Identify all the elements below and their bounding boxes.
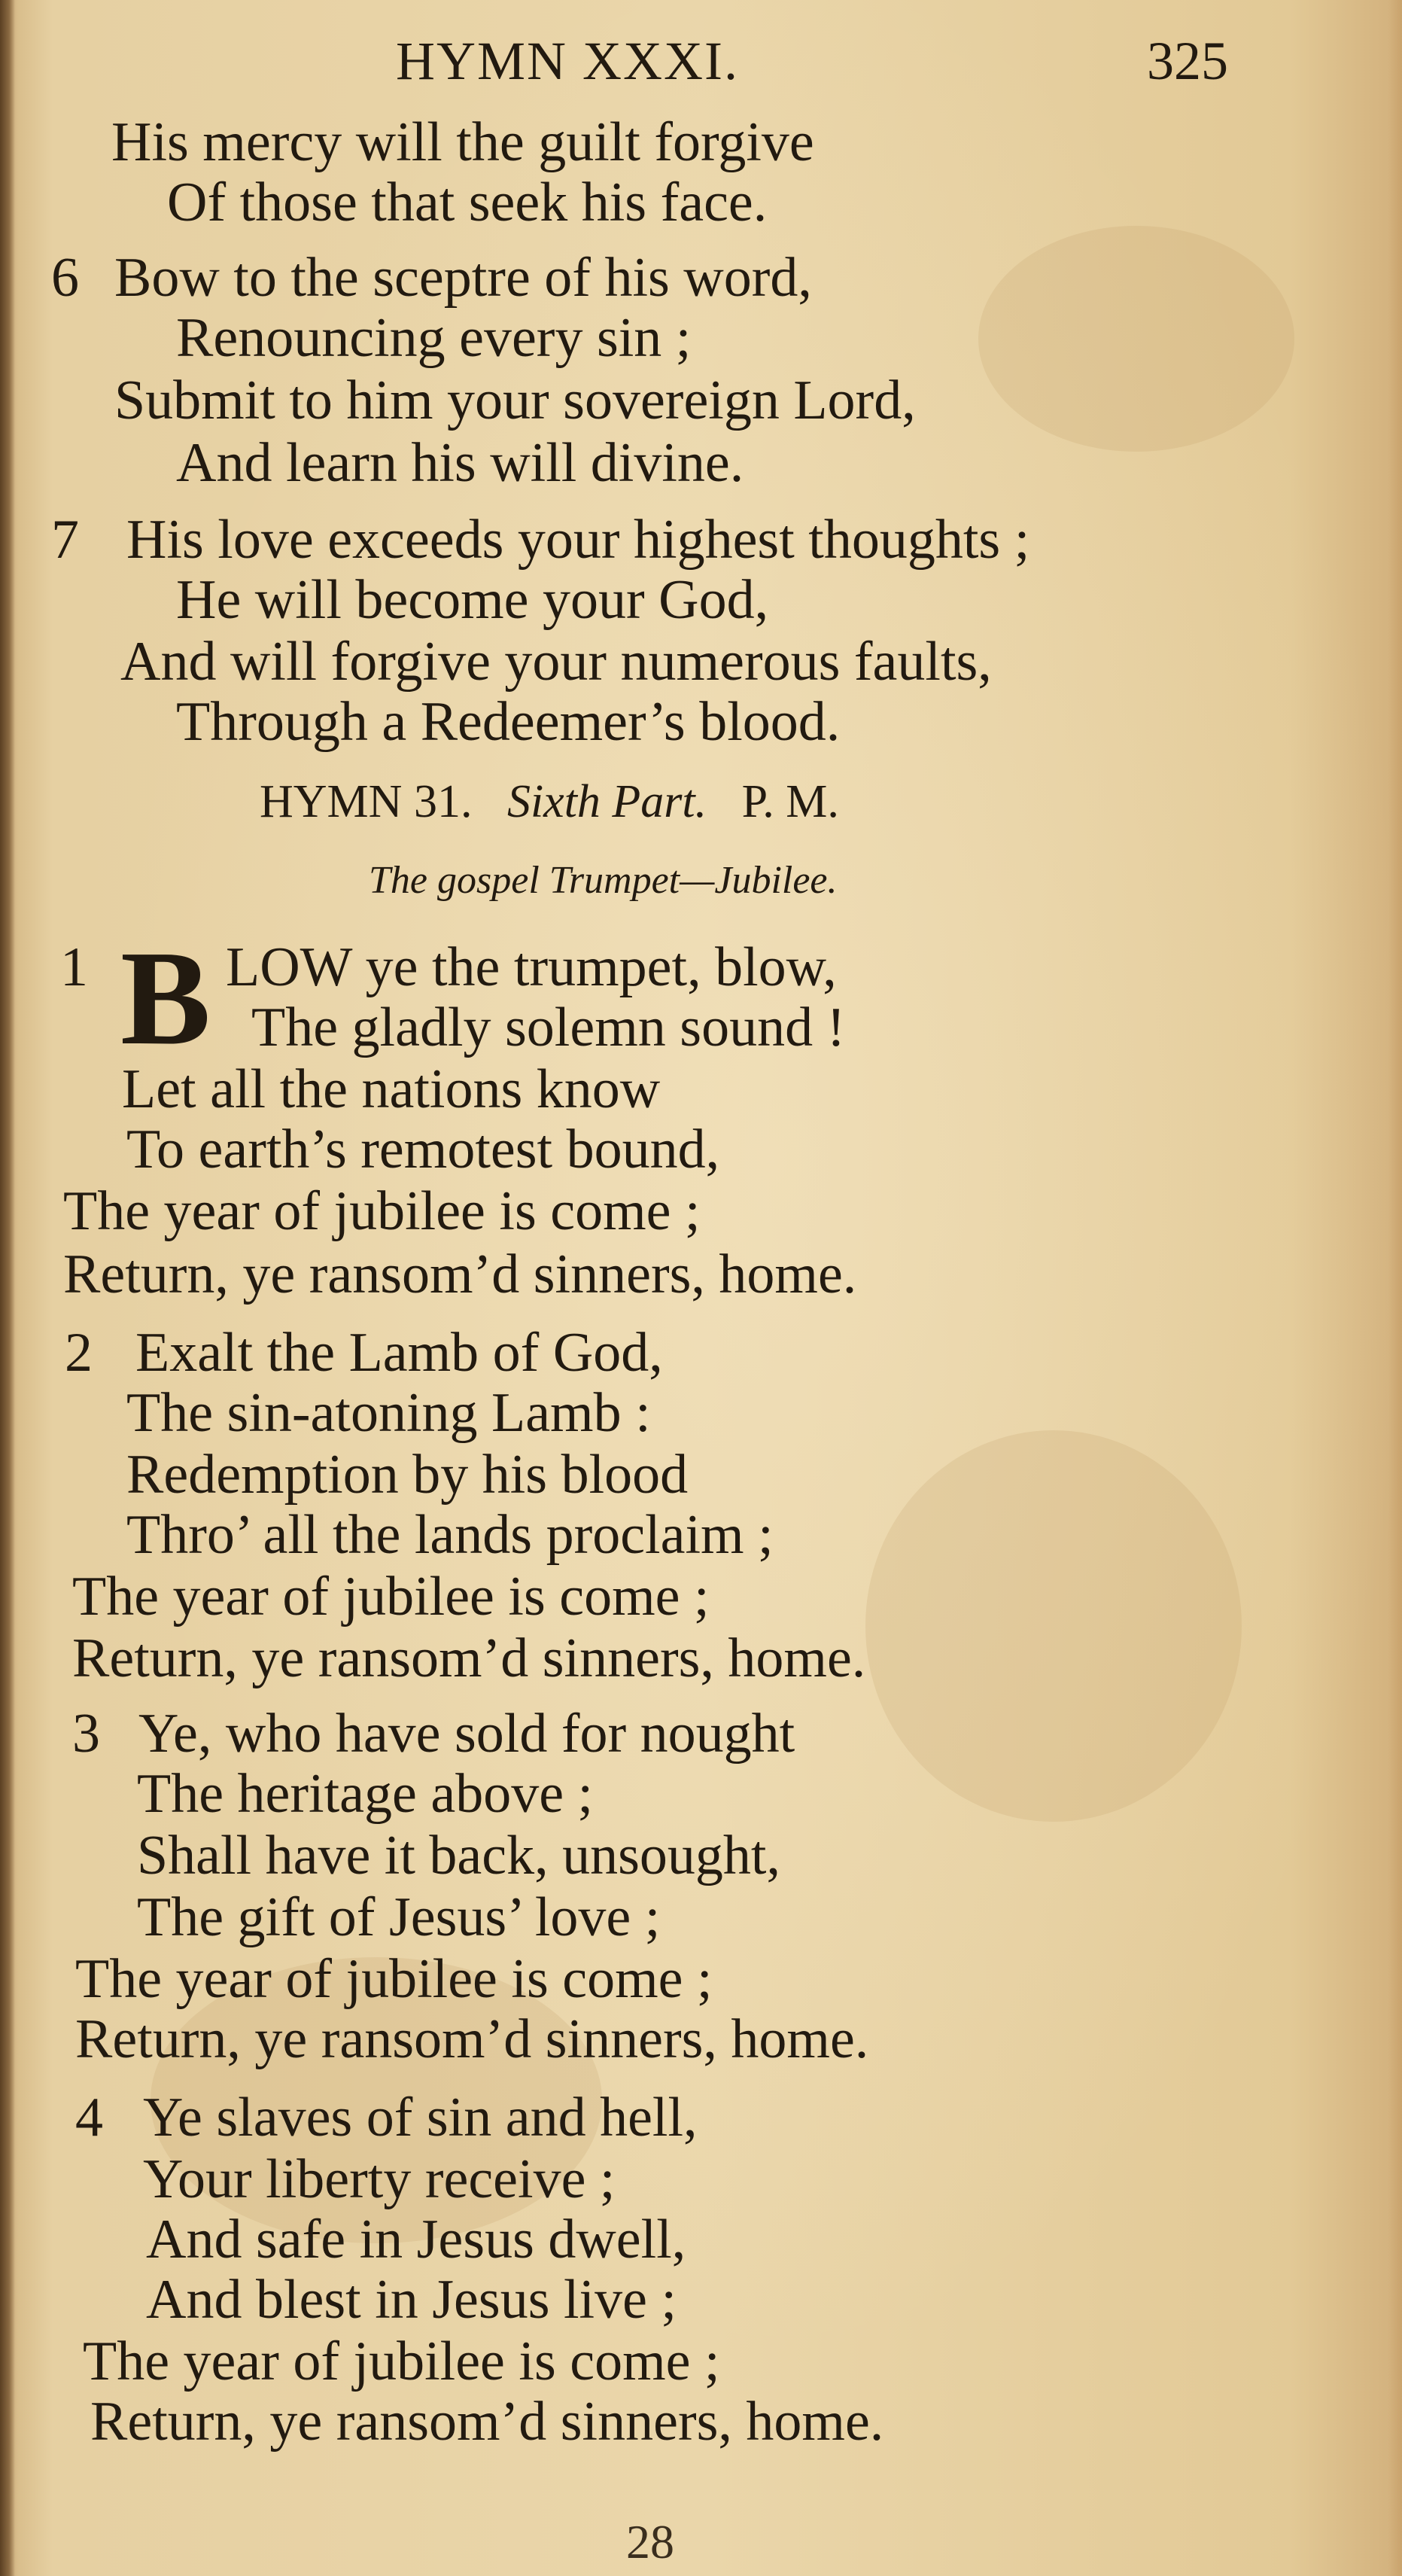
verse-number: 6 xyxy=(51,247,79,309)
verse-line: And will forgive your numerous faults, xyxy=(120,631,992,693)
verse-line: He will become your God, xyxy=(176,569,769,631)
verse-line: And safe in Jesus dwell, xyxy=(146,2209,686,2270)
paper-stain xyxy=(865,1430,1242,1822)
verse-line: The heritage above ; xyxy=(137,1763,594,1825)
hymn-subtitle: The gospel Trumpet—Jubilee. xyxy=(369,859,838,902)
verse-number: 2 xyxy=(65,1322,93,1384)
verse-line: Exalt the Lamb of God, xyxy=(135,1322,663,1384)
paper-stain xyxy=(978,226,1294,452)
verse-line: Through a Redeemer’s blood. xyxy=(176,691,841,753)
verse-line: To earth’s remotest bound, xyxy=(126,1119,720,1180)
verse-line: The year of jubilee is come ; xyxy=(72,1566,710,1628)
verse-line: Of those that seek his face. xyxy=(167,172,768,233)
verse-line: The year of jubilee is come ; xyxy=(83,2331,720,2392)
verse-line: His mercy will the guilt forgive xyxy=(111,111,814,173)
verse-number: 1 xyxy=(60,936,88,998)
hymn-number: HYMN 31. xyxy=(260,776,473,827)
verse-line: Let all the nations know xyxy=(122,1058,661,1120)
verse-line: Return, ye ransom’d sinners, home. xyxy=(75,2008,869,2070)
verse-line: Return, ye ransom’d sinners, home. xyxy=(72,1628,866,1689)
verse-line: Your liberty receive ; xyxy=(143,2148,616,2210)
page-gutter-shadow xyxy=(0,0,15,2576)
verse-line: Renouncing every sin ; xyxy=(176,307,692,369)
page-number: 325 xyxy=(1147,31,1228,91)
verse-line: LOW ye the trumpet, blow, xyxy=(226,936,837,998)
signature-mark: 28 xyxy=(626,2515,674,2568)
hymn-part: Sixth Part. xyxy=(506,776,707,827)
verse-line: Submit to him your sovereign Lord, xyxy=(114,370,916,431)
verse-number: 4 xyxy=(75,2087,103,2148)
verse-line: Ye slaves of sin and hell, xyxy=(143,2087,698,2148)
running-header-title: HYMN XXXI. xyxy=(396,31,739,91)
verse-line: Bow to the sceptre of his word, xyxy=(114,247,812,309)
hymn-heading xyxy=(260,775,839,829)
verse-line: And learn his will divine. xyxy=(176,432,744,494)
verse-line: And blest in Jesus live ; xyxy=(146,2269,677,2331)
verse-line: The year of jubilee is come ; xyxy=(75,1948,713,2010)
verse-line: Return, ye ransom’d sinners, home. xyxy=(90,2391,884,2453)
verse-line: Redemption by his blood xyxy=(126,1444,689,1506)
verse-line: The gift of Jesus’ love ; xyxy=(137,1886,661,1948)
verse-line: The gladly solemn sound ! xyxy=(251,997,846,1058)
verse-line: Return, ye ransom’d sinners, home. xyxy=(63,1244,857,1305)
verse-line: His love exceeds your highest thoughts ; xyxy=(126,509,1030,571)
verse-line: Shall have it back, unsought, xyxy=(137,1825,780,1886)
verse-line: The year of jubilee is come ; xyxy=(63,1180,701,1242)
verse-line: The sin-atoning Lamb : xyxy=(126,1382,651,1444)
drop-cap: B xyxy=(120,923,211,1073)
verse-number: 7 xyxy=(51,509,79,571)
hymn-meter: P. M. xyxy=(741,776,839,827)
verse-number: 3 xyxy=(72,1703,100,1765)
page-edge-shade xyxy=(1388,0,1402,2576)
verse-line: Thro’ all the lands proclaim ; xyxy=(126,1504,774,1566)
verse-line: Ye, who have sold for nought xyxy=(138,1703,795,1765)
